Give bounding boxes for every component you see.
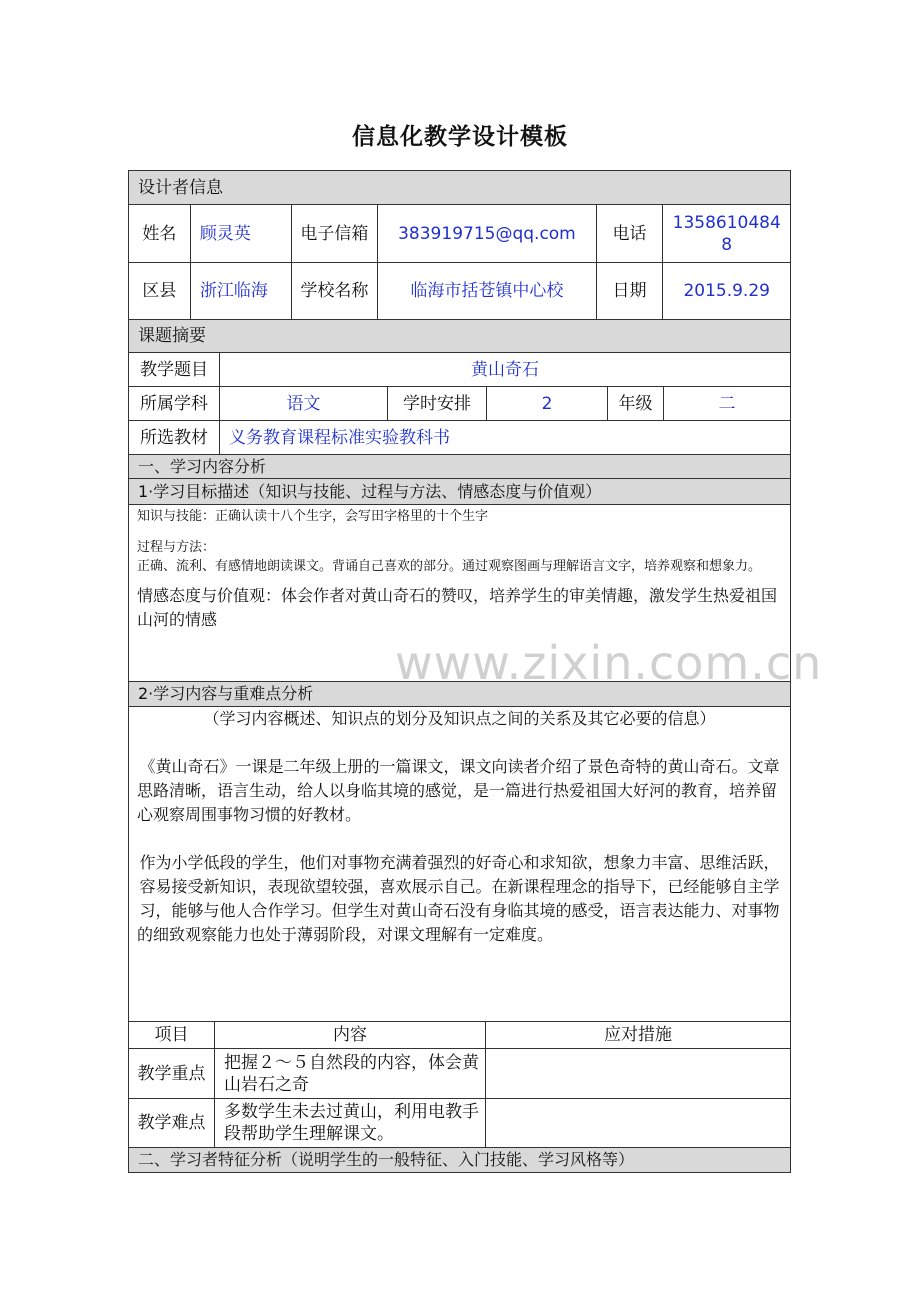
section2-header: 二、学习者特征分析（说明学生的一般特征、入门技能、学习风格等） [138, 1150, 635, 1169]
textbook-label: 所选教材 [129, 421, 220, 454]
process-text: 正确、流利、有感情地朗读课文。背诵自己喜欢的部分。通过观察图画与理解语言文字，培养观察和想象力。 [137, 559, 762, 574]
col-content: 内容 [215, 1022, 486, 1048]
focus-measure [486, 1049, 790, 1098]
email-label: 电子信箱 [292, 205, 379, 262]
difficulty-content: 多数学生未去过黄山，利用电教手段帮助学生理解课文。 [215, 1099, 486, 1147]
county-label: 区县 [129, 263, 191, 319]
table-row [128, 1099, 791, 1148]
content-note: （学习内容概述、知识点的划分及知识点之间的关系及其它必要的信息） [203, 709, 716, 728]
grade-label: 年级 [608, 387, 664, 420]
county-value: 浙江临海 [191, 263, 292, 319]
paragraph-2-line-2: 的细致观察能力也处于薄弱阶段，对课文理解有一定难度。 [137, 925, 554, 944]
grade-value: 二 [718, 393, 736, 414]
summary-header-row [128, 320, 791, 353]
subject-row [128, 387, 791, 421]
process-label: 过程与方法： [137, 540, 216, 555]
designer-info-header: 设计者信息 [138, 177, 223, 198]
difficulty-item: 教学难点 [129, 1099, 215, 1147]
hours-label: 学时安排 [388, 387, 487, 420]
watermark: www.zixin.com.cn [395, 636, 823, 690]
section1-header: 一、学习内容分析 [138, 456, 267, 476]
focus-content: 把握２～５自然段的内容，体会黄山岩石之奇 [215, 1049, 486, 1098]
subject-label: 所属学科 [129, 387, 220, 420]
paragraph-1-line-2: 思路清晰，语言生动，给人以身临其境的感觉，是一篇进行热爱祖国大好河的教育，培养留心观察周围事物习惯的好教材。 [137, 781, 778, 824]
phone-value: 13586104848 [672, 212, 781, 255]
goal-header: 1·学习目标描述（知识与技能、过程与方法、情感态度与价值观） [138, 481, 602, 501]
content-body-row [128, 707, 791, 1022]
date-value: 2015.9.29 [683, 281, 770, 301]
focus-table-header-row [128, 1022, 791, 1049]
designer-row-2 [128, 263, 791, 320]
school-value: 临海市括苍镇中心校 [378, 263, 596, 319]
hours-value: 2 [487, 387, 608, 420]
topic-value: 黄山奇石 [471, 359, 539, 380]
phone-label: 电话 [597, 205, 664, 262]
textbook-value: 义务教育课程标准实验教科书 [229, 427, 450, 448]
date-label: 日期 [597, 263, 664, 319]
designer-row-1 [128, 205, 791, 263]
focus-item: 教学重点 [129, 1049, 215, 1098]
paragraph-2-line-1: 作为小学低段的学生，他们对事物充满着强烈的好奇心和求知欲，想象力丰富、思维活跃，容易接受新知识，表现欲望较强，喜欢展示自己。在新课程理念的指导下，已经能够自主学习，能够与他人合作学习。但学生对黄山奇石没有身临其境的感受，语言表达能力、对事物 [139, 853, 780, 920]
col-item: 项目 [129, 1022, 215, 1048]
name-value: 顾灵英 [191, 205, 292, 262]
school-label: 学校名称 [292, 263, 379, 319]
section2-header-row [128, 1148, 791, 1173]
name-label: 姓名 [129, 205, 191, 262]
email-value: 383919715@qq.com [378, 205, 596, 262]
page-title: 信息化教学设计模板 [352, 124, 568, 150]
emotion-text: 情感态度与价值观：体会作者对黄山奇石的赞叹，培养学生的审美情趣，激发学生热爱祖国山河的情感 [137, 586, 778, 629]
topic-label: 教学题目 [129, 353, 220, 386]
goal-header-row [128, 479, 791, 505]
designer-info-header-row [128, 170, 791, 205]
subject-value: 语文 [220, 387, 388, 420]
paragraph-1-line-1: 《黄山奇石》一课是二年级上册的一篇课文，课文向读者介绍了景色奇特的黄山奇石。文章 [139, 757, 780, 776]
content-body [129, 707, 790, 1021]
textbook-row [128, 421, 791, 455]
content-header: 2·学习内容与重难点分析 [138, 684, 314, 703]
difficulty-measure [486, 1099, 790, 1147]
section1-header-row [128, 455, 791, 479]
knowledge-text: 知识与技能：正确认读十八个生字，会写田字格里的十个生字 [137, 509, 489, 524]
topic-row [128, 353, 791, 387]
summary-header: 课题摘要 [138, 326, 206, 346]
col-measure: 应对措施 [604, 1025, 672, 1045]
table-row [128, 1049, 791, 1099]
